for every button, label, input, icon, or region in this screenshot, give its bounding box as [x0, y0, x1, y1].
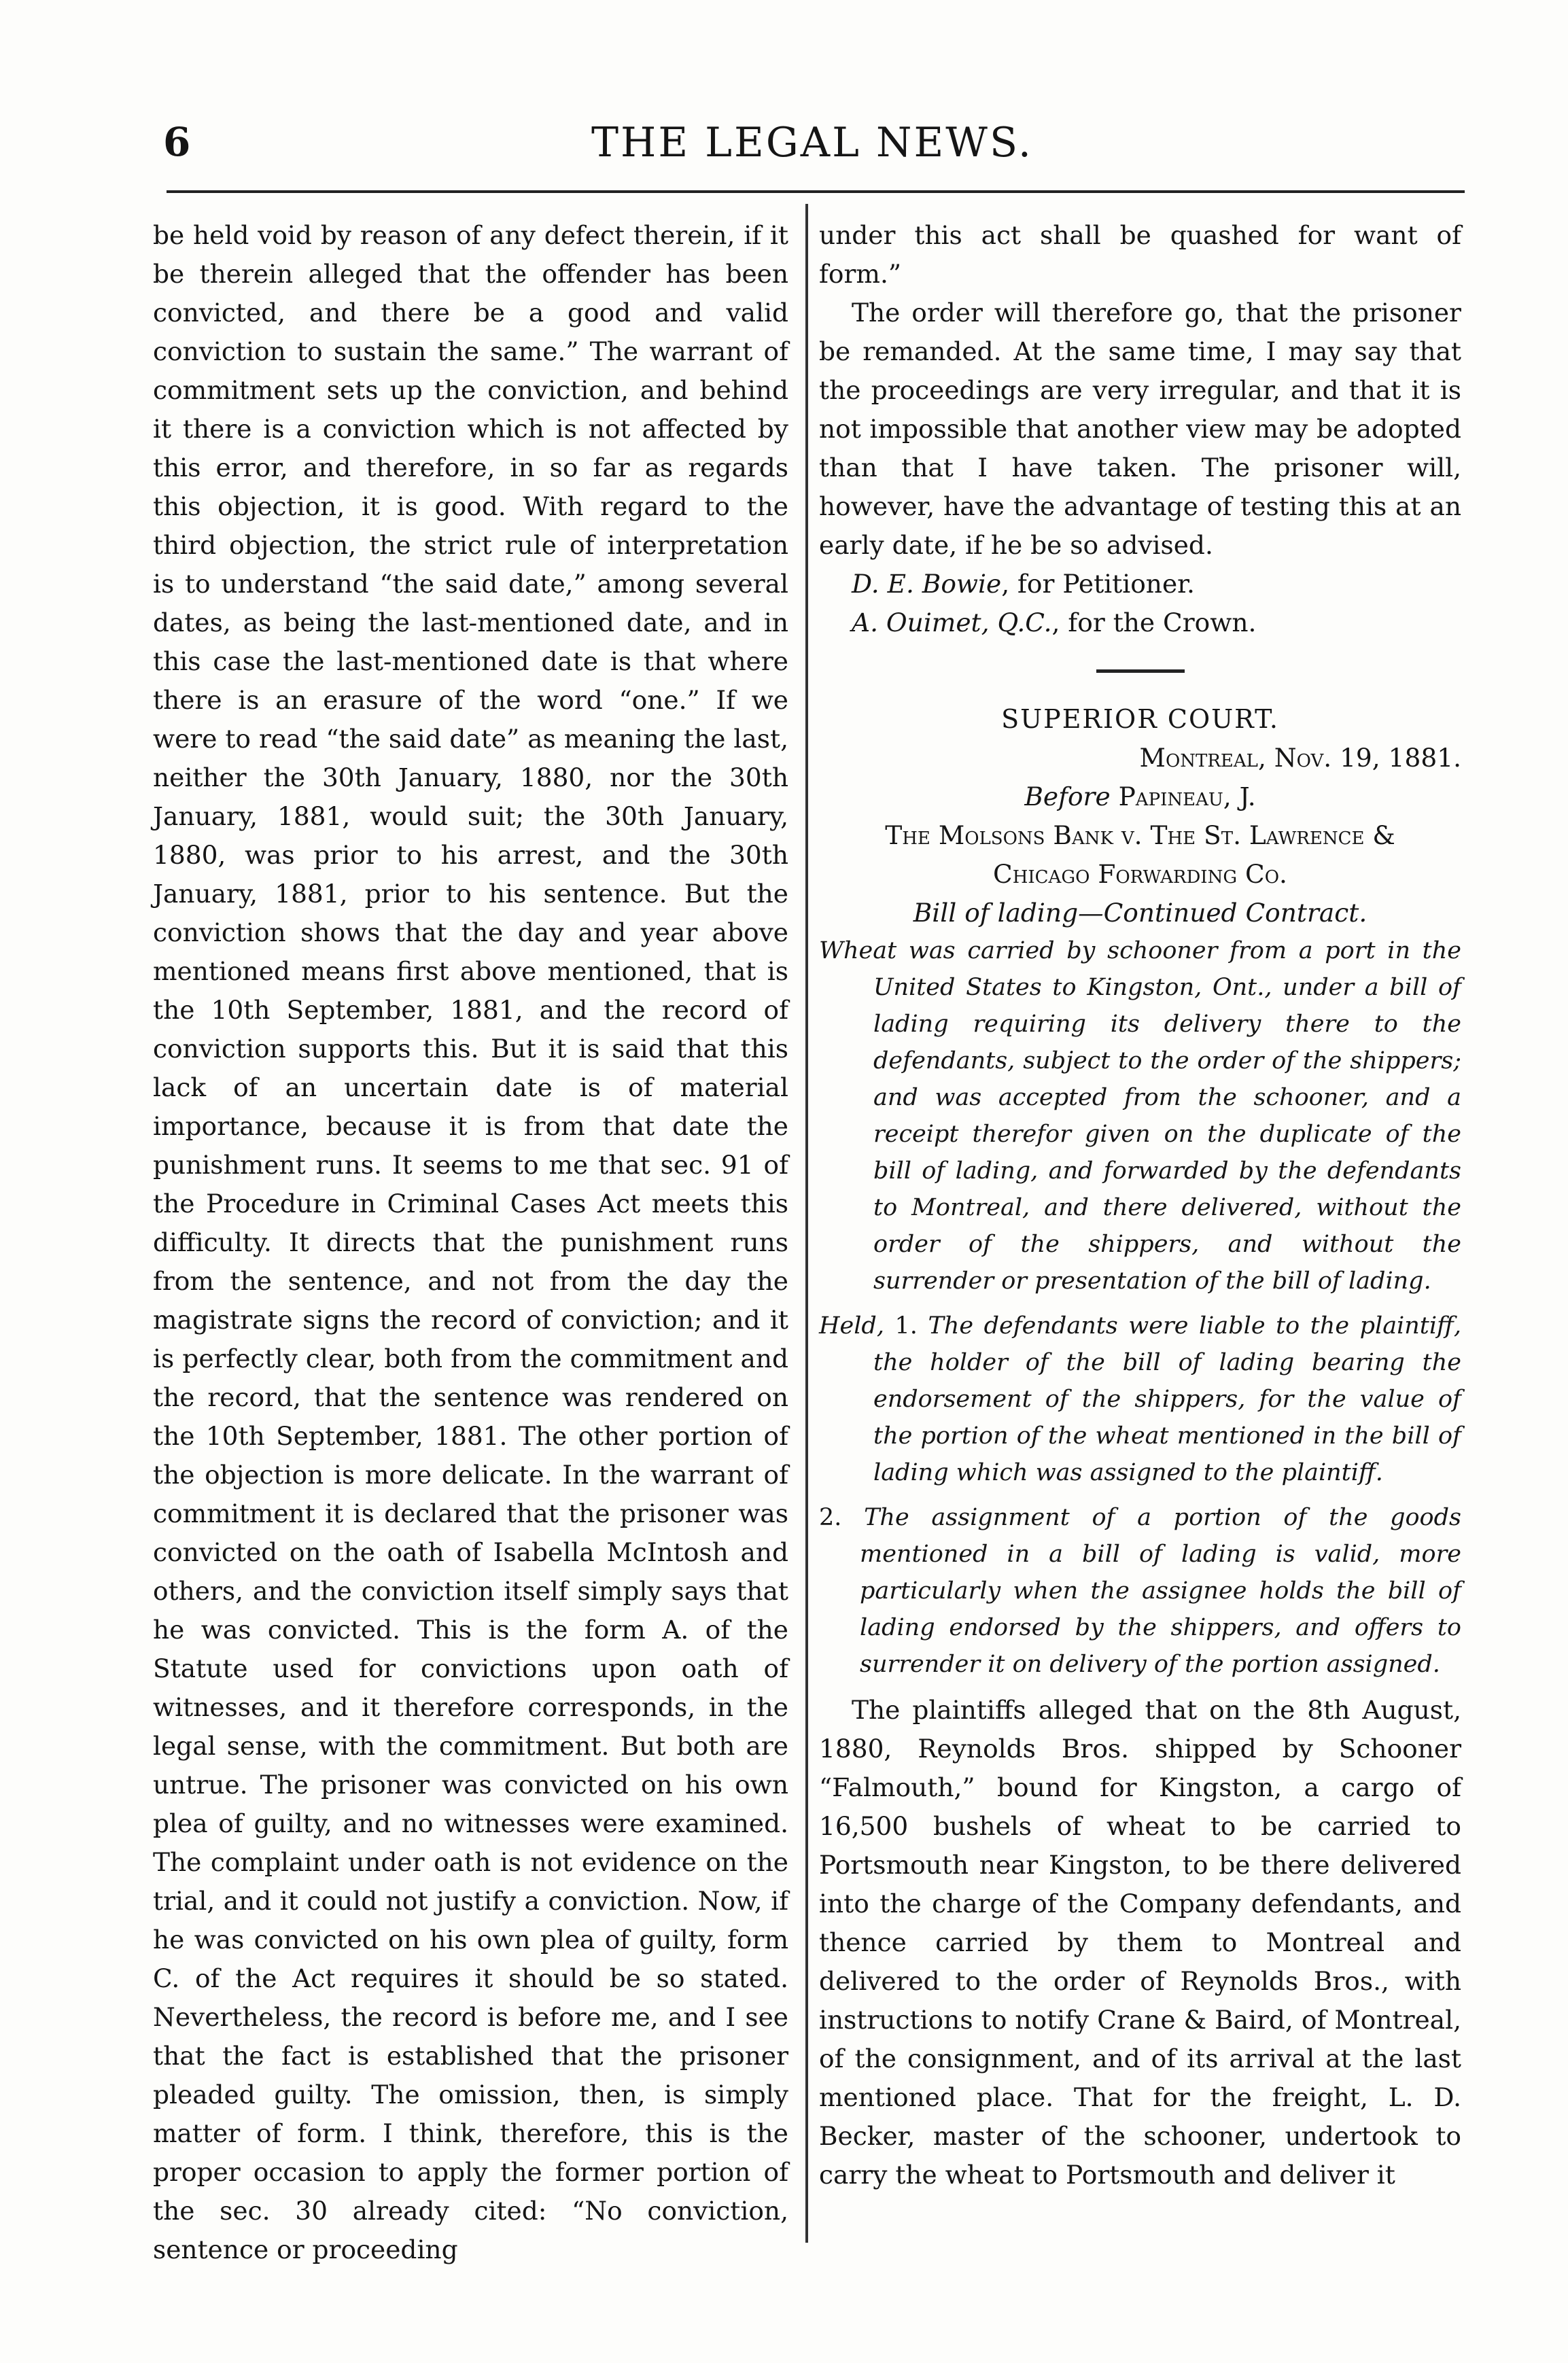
counsel-petitioner [819, 565, 1461, 603]
held-label: Held, [819, 1312, 884, 1340]
order-paragraph: The order will therefore go, that the prisoner be remanded. At the same time, I may say that the proceedings are very irregular, and that it is not impossible that another view may be adopted than that I have taken. The prisoner will, however, have the advantage of testing this at an early date, if he be so advised. [819, 298, 1461, 560]
page-header [163, 119, 1461, 183]
spacer [819, 1683, 1461, 1691]
counsel-crown-name: A. Ouimet, Q.C. [852, 608, 1052, 637]
judge-line [819, 777, 1461, 816]
dateline: Montreal, Nov. 19, 1881. [1139, 743, 1461, 773]
column-rule [805, 204, 808, 2243]
court-title: SUPERIOR COURT. [1001, 704, 1279, 734]
continuation-paragraph: under this act shall be quashed for want of form.” [819, 220, 1461, 289]
headnote-held-1 [819, 1308, 1461, 1491]
spacer [819, 1299, 1461, 1308]
spacer [819, 1491, 1461, 1499]
before-label: Before [1024, 782, 1111, 811]
headnote-held-2 [819, 1499, 1461, 1683]
judge-name: Papineau, J. [1118, 782, 1256, 811]
held-2-number: 2. [819, 1504, 842, 1531]
held-1-number: 1. [894, 1312, 918, 1340]
left-column-paragraph: be held void by reason of any defect therein, if it be therein alleged that the offender has been convicted, and there be a good and valid conviction to sustain the same.” The warrant of commitment sets up the conviction, and behind it there is a conviction which is not affected by this error, and therefore, in so far as regards this objection, it is good. With regard to the third objection, the strict rule of interpretation is to understand “the said date,” among several dates, as being the last-mentioned date, and in this case the last-mentioned date is that where there is an erasure of the word “one.” If we were to read “the said date” as meaning the last, neither the 30th January, 1880, nor the 30th January, 1881, would suit; the 30th January, 1880, was prior to his arrest, and the 30th January, 1881, prior to his sentence. But the conviction shows that the day and year above mentioned means first above mentioned, that is the 10th September, 1881, and the record of conviction supports this. But it is said that this lack of an uncertain date is of material importance, because it is from that date the punishment runs. It seems to me that sec. 91 of the Procedure in Criminal Cases Act meets this difficulty. It directs that the punishment runs from the sentence, and not from the day the magistrate signs the record of conviction; and it is perfectly clear, both from the commitment and the record, that the sentence was rendered on the 10th September, 1881. The other portion of the objection is more delicate. In the warrant of commitment it is declared that the prisoner was convicted on the oath of Isabella McIntosh and others, and the conviction itself simply says that he was convicted. This is the form A. of the Statute used for convictions upon oath of witnesses, and it therefore corresponds, in the legal sense, with the commitment. But both are untrue. The prisoner was convicted on his own plea of guilty, and no witnesses were examined. The complaint under oath is not evidence on the trial, and it could not justify a conviction. Now, if he was convicted on his own plea of guilty, form C. of the Act requires it should be so stated. Nevertheless, the record is before me, and I see that the fact is established that the prisoner pleaded guilty. The omission, then, is simply matter of form. I think, therefore, this is the proper occasion to apply the former portion of the sec. 30 already cited: “No conviction, sentence or proceeding [153, 220, 788, 2264]
running-title: THE LEGAL NEWS. [591, 119, 1034, 167]
counsel-petitioner-role: , for Petitioner. [1001, 569, 1195, 599]
case-name-line-2: Chicago Forwarding Co. [993, 859, 1287, 889]
facts-paragraph: The plaintiffs alleged that on the 8th August, 1880, Reynolds Bros. shipped by Schooner “Falmouth,” bound for Kingston, a cargo of 16,500 bushels of wheat to be carried to Portsmouth near Kingston, to be there delivered into the charge of the Company defendants, and thence carried by them to Montreal and delivered to the order of Reynolds Bros., with instructions to notify Crane & Baird, of Montreal, of the consignment, and of its arrival at the last mentioned place. That for the freight, L. D. Becker, master of the schooner, undertook to carry the wheat to Portsmouth and deliver it [819, 1695, 1461, 2190]
right-column [819, 216, 1461, 2194]
held-2-text: The assignment of a portion of the goods mentioned in a bill of lading is valid, more particularly when the assignee holds the bill of lading endorsed by the shippers, and offers to surrender it on delivery of the portion assigned. [860, 1504, 1461, 1678]
header-rule [167, 190, 1465, 193]
counsel-crown [819, 603, 1461, 642]
headnote-facts: Wheat was carried by schooner from a port in the United States to Kingston, Ont., under a bill of lading requiring its delivery there to the defendants, subject to the order of the shippers; and was accepted from the schooner, and a receipt therefor given on the duplicate of the bill of lading, and forwarded by the defendants to Montreal, and there delivered, without the order of the shippers, and without the surrender or presentation of the bill of lading. [819, 937, 1461, 1295]
section-divider [1096, 669, 1185, 673]
case-name-line-1: The Molsons Bank v. The St. Lawrence & [885, 820, 1395, 850]
case-subject: Bill of lading—Continued Contract. [913, 898, 1367, 928]
held-1-text: The defendants were liable to the plaintiff, the holder of the bill of lading bearing the endorsement of the shippers, for the value of the portion of the wheat mentioned in the bill of lading which was assigned to the plaintiff. [873, 1312, 1461, 1486]
counsel-crown-role: , for the Crown. [1051, 608, 1257, 637]
counsel-petitioner-name: D. E. Bowie [852, 569, 1002, 599]
left-column [153, 216, 788, 2269]
page-number: 6 [163, 119, 191, 165]
